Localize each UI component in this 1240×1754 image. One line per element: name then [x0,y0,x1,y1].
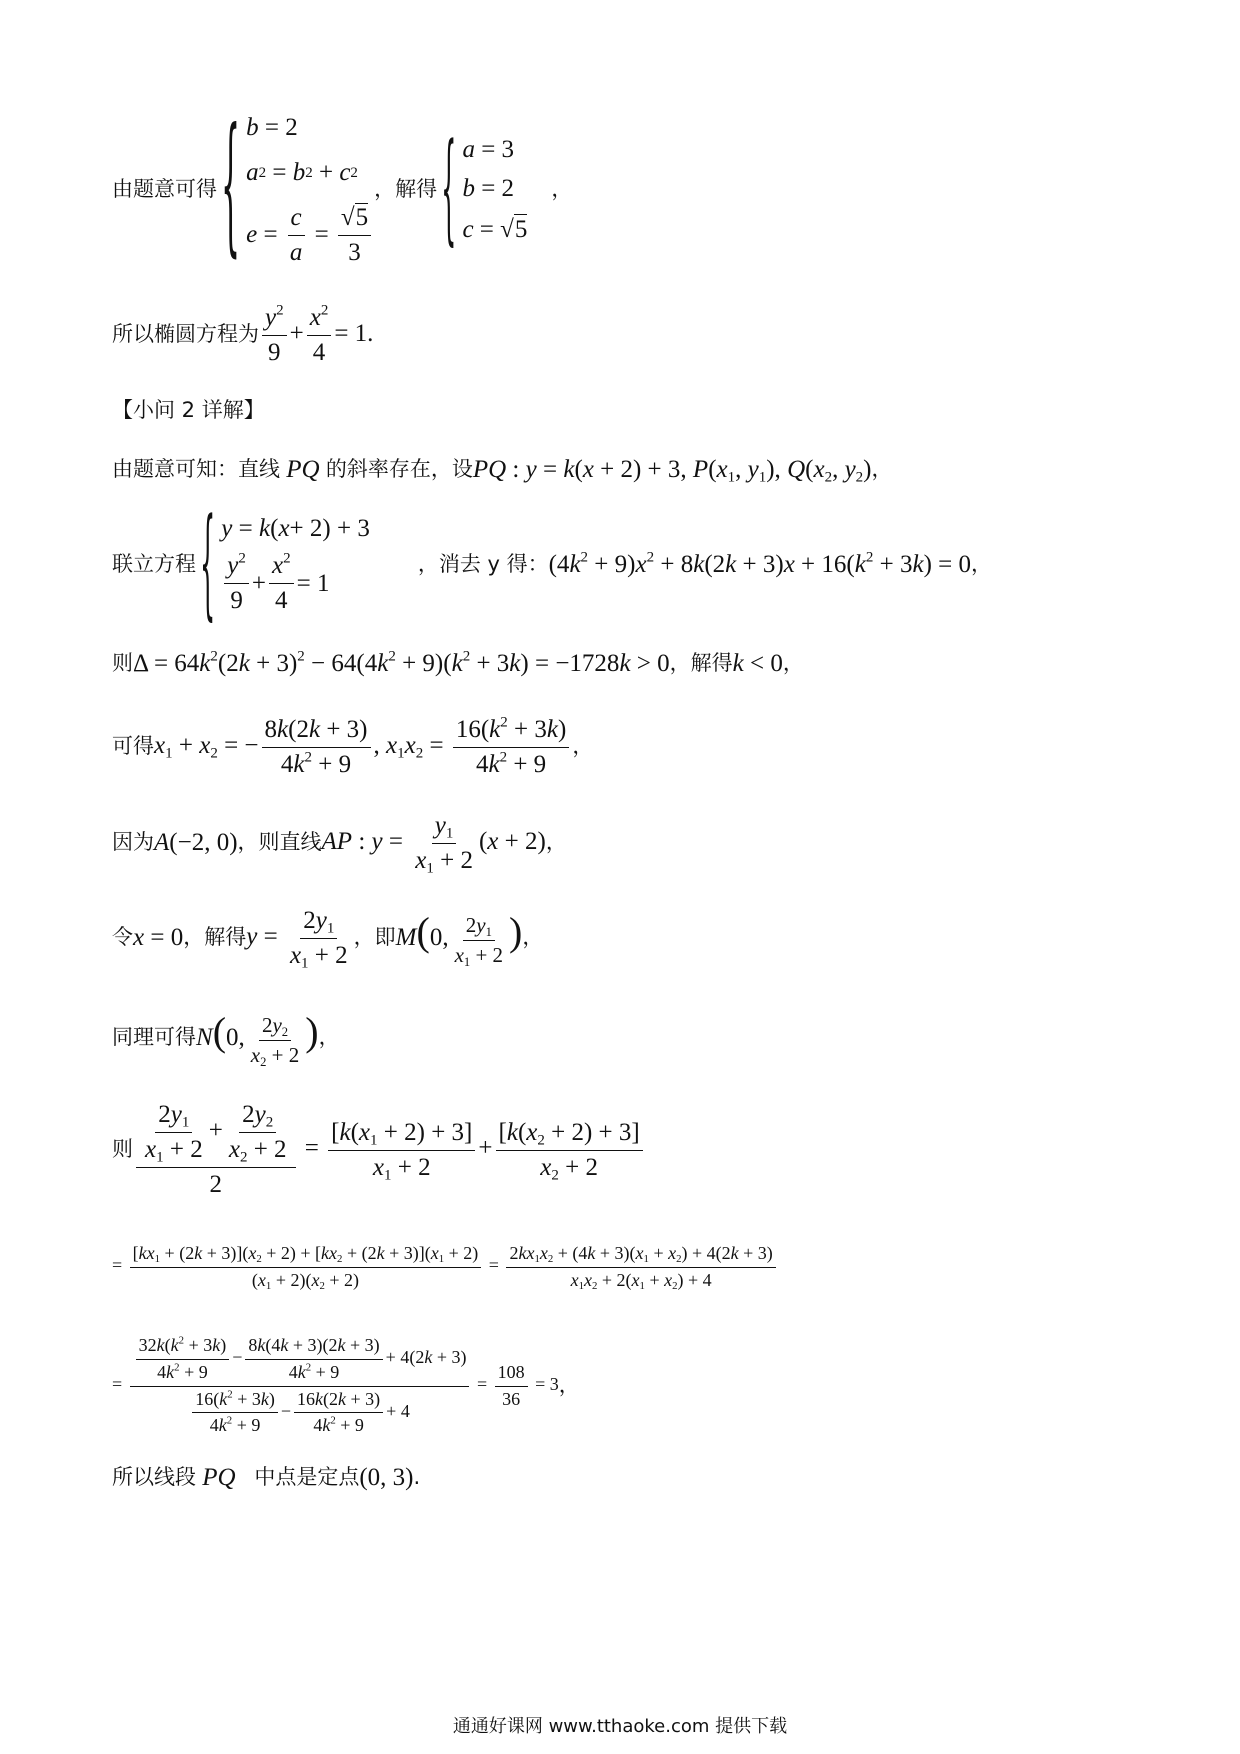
footer-watermark: 通通好课网 www.tthaoke.com 提供下载 [452,1716,788,1737]
conclusion-line: 所以线段 PQ 中点是定点 (0, 3) . [112,1464,421,1491]
point-n-line: 同理可得 N(0, $\frac{2y_2}{x_2 + 2}$ ) ， [112,1009,340,1069]
discriminant-line: 则 $\Delta = 64k^2(2k + 3)^2 - 64(4k^2 + 9)(k^2 + 3k) = -1728k > 0$ ，解得 k < 0 ， [112,648,804,677]
expansion-line: = $\frac{[kx_1 + (2k + 3)](x_2 + 2) + [kx_2 + (2k + 3)](x_1 + 2)}{(x_1 + 2)(x_2 + 2)}$ = $\frac{2kx_1x_2 + (4k + 3)(x_1 + x_2) + 4(2k + 3)}{x_1x_2 + 2(x_1 + x_2) + 4}$ [112,1232,779,1302]
substitution-line: = $\frac{32k(k^2 + 3k)}{4k^2 + 9}$ − $\frac{8k(4k + 3)(2k + 3)}{4k^2 + 9}$ + 4(2k + 3) $\frac{16(k^2 + 3k)}{4k^2 + 9}$ − $\frac{16k(2k + 3)}{4k^2 + 9}$ + 4 = $\frac{108}{36}$ = 3 ， [112,1334,580,1436]
equation-system-1: b = 2 a 2 = b 2 + c 2 e = $\frac{c}{a}$ = $\frac{√5}{3}$ [246,105,374,275]
left-brace: { [221,100,241,275]
solution-system: a = 3 b = 2 c = √ 5 [462,135,528,244]
section-title: 【小问 2 详解】 [112,398,265,422]
ellipse-equation-line: 所以椭圆方程为 $\frac{y^2}{9}$ + $\frac{x^2}{4}$ = 1. [112,302,374,366]
vieta-line: 可得 $x_1 + x_2$ = − $\frac{8k(2k + 3)}{4k^2 + 9}$ , $x_1x_2$ = $\frac{16(k^2 + 3k)}{4k^2 + 9}$ ， [112,714,594,778]
simultaneous-line: 联立方程 { y = k ( x + 2) + 3 $\frac{y^2}{9}$ + $\frac{x^2}{4}$ = 1 ，消去 y 得： $(4k^2 + 9)x^2 + 8k(2k + 3)x + 16(k^2 + 3k) = 0$ ， [112,510,992,620]
line-ap: 因为 A(−2, 0) ，则直线 AP : y = $\frac{y_1}{x_1 + 2}$ (x + 2) ， [112,811,567,876]
left-brace: { [441,118,457,258]
left-brace: { [200,493,216,633]
comma: ， [551,177,573,202]
equation-system-2: y = k ( x + 2) + 3 $\frac{y^2}{9}$ + $\frac{x^2}{4}$ = 1 [221,514,370,615]
line-pq-setup: 由题意可知：直线 PQ 的斜率存在，设 PQ : y = k(x + 2) + 3, $P(x_1$, $y_1$), $Q(x_2$, $y_2$) ， [112,456,893,486]
ellipse-label: 所以椭圆方程为 [112,322,259,347]
midpoint-expression: 则 $\frac{2y_1}{x_1 + 2}$ + $\frac{2y_2}{x_2 + 2}$ 2 = $\frac{[k(x_1 + 2) + 3]}{x_1 + 2}$ + $\frac{[k(x_2 + 2) + 3]}{x_2 + 2}$ [112,1100,646,1200]
given-label: 由题意可得 [112,177,217,202]
given-system-line [112,100,572,280]
solve-label: ，解得 [374,177,438,202]
point-m-line: 令 x = 0 ，解得 y = $\frac{2y_1}{x_1 + 2}$ ，即 M(0, $\frac{2y_1}{x_1 + 2}$ ) ， [112,906,544,971]
